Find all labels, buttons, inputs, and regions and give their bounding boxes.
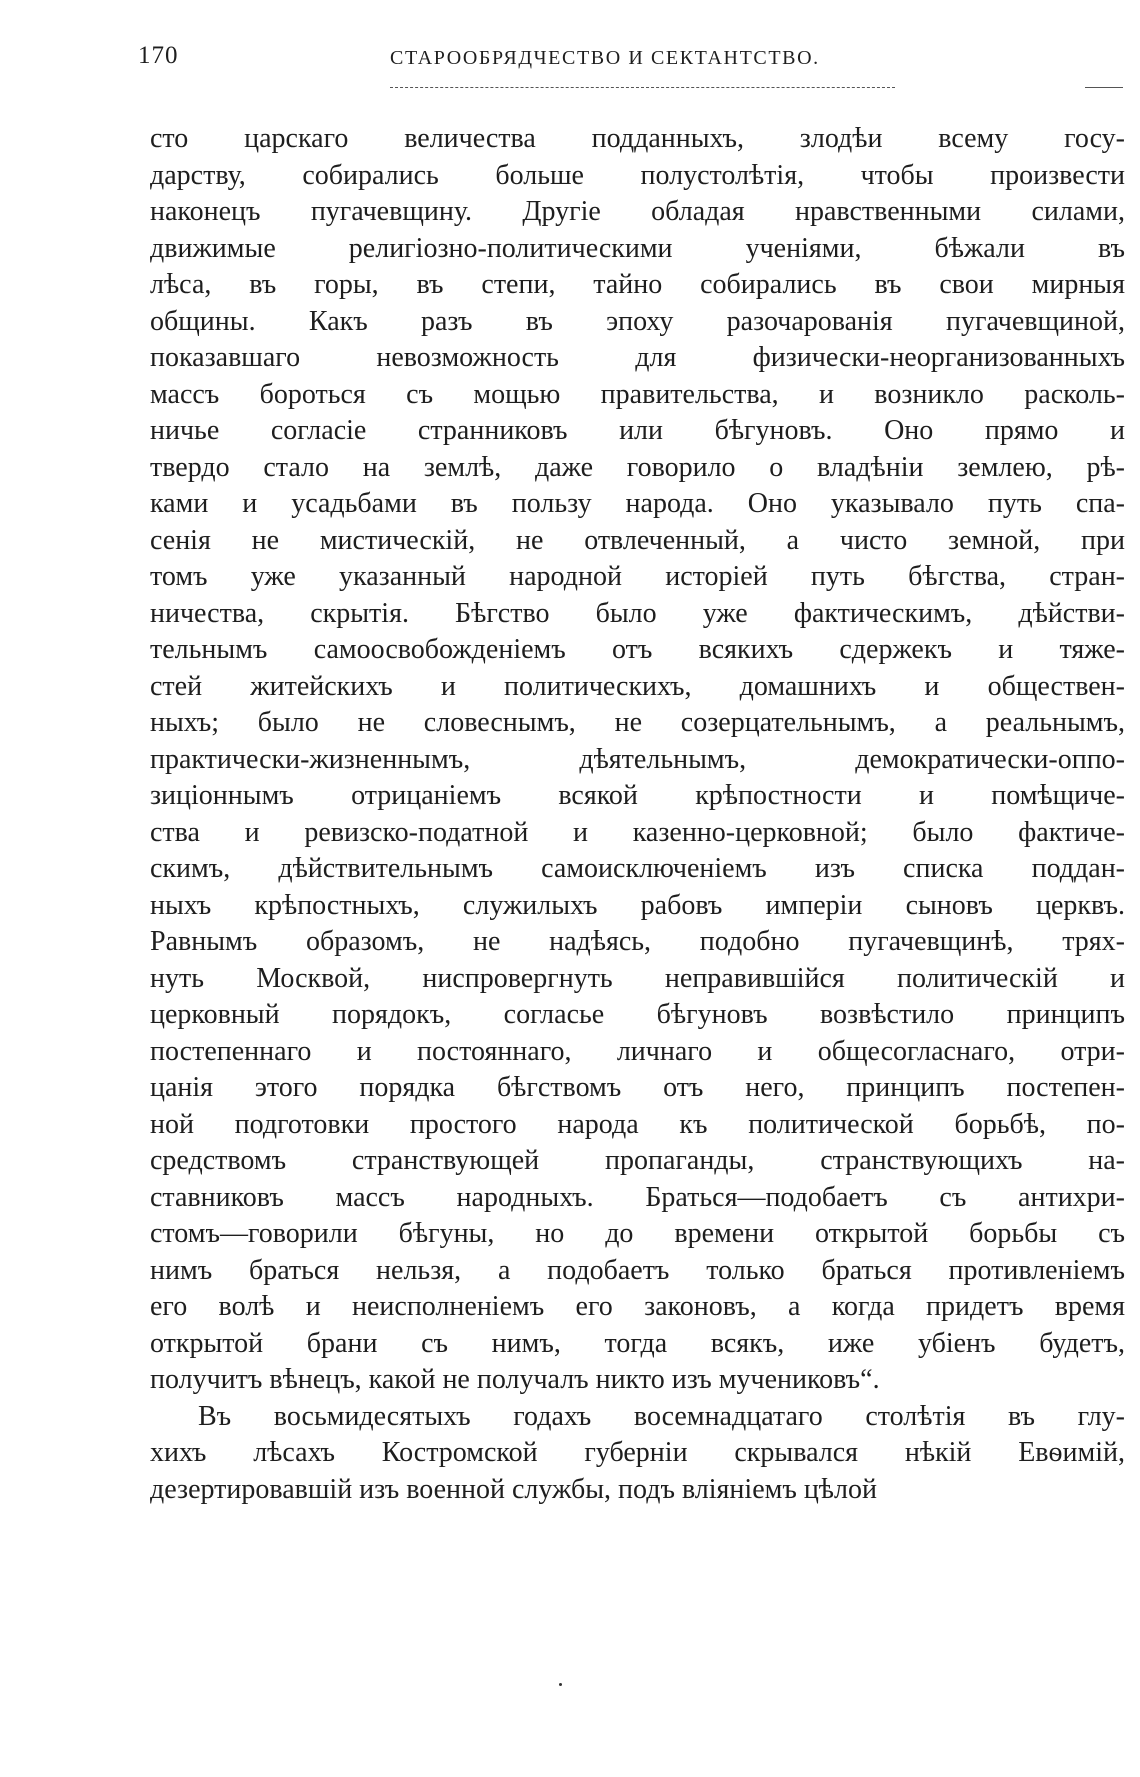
text-line: показавшаго невозможность для физически-неорганизованныхъ [150, 342, 1125, 373]
text-line: открытой брани съ нимъ, тогда всякъ, иже убіенъ будетъ, [150, 1327, 1125, 1359]
text-line: ничества, скрытія. Бѣгство было уже фактическимъ, дѣйстви- [150, 597, 1125, 629]
text-line: ками и усадьбами въ пользу народа. Оно указывало путь спа- [150, 488, 1125, 519]
text-line: дарству, собирались больше полустолѣтія, чтобы произвести [150, 159, 1125, 191]
running-title: СТАРООБРЯДЧЕСТВО И СЕКТАНТСТВО. [390, 47, 820, 69]
text-line: его волѣ и неисполненіемъ его законовъ, а когда придетъ время [150, 1291, 1125, 1322]
text-line: нимъ браться нельзя, а подобаетъ только браться противленіемъ [150, 1254, 1125, 1286]
print-speck [559, 1683, 562, 1686]
text-line: ной подготовки простого народа къ политической борьбѣ, по- [150, 1108, 1125, 1140]
text-line: стей житейскихъ и политическихъ, домашнихъ и обществен- [150, 670, 1125, 702]
text-line: массъ бороться съ мощью правительства, и возникло расколь- [150, 378, 1125, 410]
text-line: ничье согласіе странниковъ или бѣгуновъ. Оно прямо и [150, 415, 1125, 446]
text-line: церковный порядокъ, согласье бѣгуновъ возвѣстило принципъ [150, 999, 1125, 1030]
text-line: получитъ вѣнецъ, какой не получалъ никто изъ мучениковъ“. [150, 1364, 880, 1395]
text-line: томъ уже указанный народной исторіей путь бѣгства, стран- [150, 561, 1125, 592]
text-line: практически-жизненнымъ, дѣятельнымъ, демократически-оппо- [150, 743, 1125, 775]
page-number: 170 [138, 42, 179, 69]
text-line: ставниковъ массъ народныхъ. Браться—подобаетъ съ антихри- [150, 1181, 1125, 1213]
text-line: движимые религіозно-политическими ученіями, бѣжали въ [150, 232, 1125, 264]
text-line: дезертировавшій изъ военной службы, подъ вліяніемъ цѣлой [150, 1473, 877, 1505]
text-line: постепеннаго и постояннаго, личнаго и общесогласнаго, отри- [150, 1035, 1125, 1067]
text-line: общины. Какъ разъ въ эпоху разочарованія пугачевщиной, [150, 305, 1125, 337]
header-rule [390, 87, 895, 89]
text-line: зиціоннымъ отрицаніемъ всякой крѣпостности и помѣщиче- [150, 780, 1125, 811]
text-line: Равнымъ образомъ, не надѣясь, подобно пугачевщинѣ, трях- [150, 926, 1125, 957]
text-line: тельнымъ самоосвобожденіемъ отъ всякихъ сдержекъ и тяже- [150, 634, 1125, 665]
text-line: Въ восьмидесятыхъ годахъ восемнадцатаго столѣтія въ глу- [198, 1400, 1125, 1432]
header-rule-end [1085, 87, 1123, 89]
text-line: скимъ, дѣйствительнымъ самоисключеніемъ изъ списка поддан- [150, 853, 1125, 884]
text-line: лѣса, въ горы, въ степи, тайно собирались въ свои мирныя [150, 269, 1125, 300]
text-line: ныхъ; было не словеснымъ, не созерцательнымъ, а реальнымъ, [150, 707, 1125, 738]
text-line: сенія не мистическій, не отвлеченный, а чисто земной, при [150, 524, 1125, 556]
text-line: цанія этого порядка бѣгствомъ отъ него, принципъ постепен- [150, 1072, 1125, 1103]
text-line: стомъ—говорили бѣгуны, но до времени открытой борьбы съ [150, 1218, 1125, 1249]
text-line: ства и ревизско-податной и казенно-церковной; было фактиче- [150, 816, 1125, 848]
text-line: сто царскаго величества подданныхъ, злодѣи всему госу- [150, 123, 1125, 154]
text-line: твердо стало на землѣ, даже говорило о владѣніи землею, рѣ- [150, 451, 1125, 483]
text-line: ныхъ крѣпостныхъ, служилыхъ рабовъ имперіи сыновъ церквъ. [150, 889, 1125, 921]
body-text [150, 121, 1125, 1508]
text-line: средствомъ странствующей пропаганды, странствующихъ на- [150, 1145, 1125, 1176]
text-line: хихъ лѣсахъ Костромской губерніи скрывался нѣкій Евѳимій, [150, 1437, 1125, 1468]
text-line: наконецъ пугачевщину. Другіе обладая нравственными силами, [150, 196, 1125, 227]
text-line: нуть Москвой, ниспровергнуть неправившійся политическій и [150, 962, 1125, 994]
